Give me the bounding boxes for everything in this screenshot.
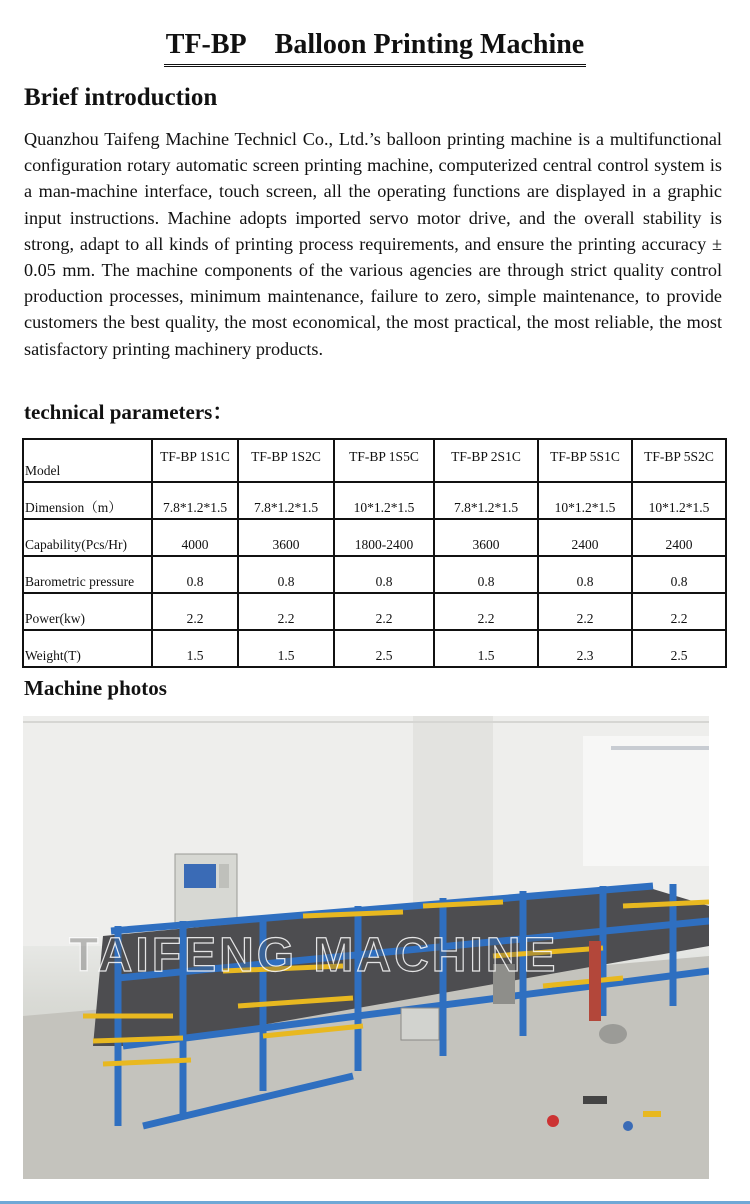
params-cell: TF-BP 5S2C (632, 439, 726, 482)
params-cell: 2.3 (538, 630, 632, 667)
params-cell: 2.2 (334, 593, 434, 630)
params-cell: 7.8*1.2*1.5 (238, 482, 334, 519)
params-cell: 1.5 (238, 630, 334, 667)
intro-paragraph: Quanzhou Taifeng Machine Technicl Co., Ltd.’s balloon printing machine is a multifunctional configuration rotary automatic screen printing machine, computerized central control system is a man-machine interface, touch screen, all the operating functions are displayed in a graphic input instructions. Machine adopts imported servo motor drive, and the overall stability is strong, adapt to all kinds of printing process requirements, and ensure the printing accuracy ± 0.05 mm. The machine components of the various agencies are through strict quality control production processes, minimum maintenance, failure to zero, simple maintenance, to provide customers the best quality, the most economical, the most practical, the most reliable, the most satisfactory printing machinery products. (24, 129, 722, 359)
params-cell: TF-BP 1S2C (238, 439, 334, 482)
params-row-label: Capability(Pcs/Hr) (23, 519, 152, 556)
params-cell: 2.2 (434, 593, 538, 630)
params-cell: 1800-2400 (334, 519, 434, 556)
title-name: Balloon Printing Machine (274, 29, 585, 60)
params-cell: 10*1.2*1.5 (632, 482, 726, 519)
params-heading: technical parameters： (24, 400, 234, 424)
params-cell: 0.8 (434, 556, 538, 593)
params-row (23, 630, 726, 667)
params-cell: 10*1.2*1.5 (538, 482, 632, 519)
document-title-text (164, 28, 586, 67)
params-row (23, 556, 726, 593)
params-cell: 1.5 (434, 630, 538, 667)
params-cell: 2.2 (538, 593, 632, 630)
params-row-label: Power(kw) (23, 593, 152, 630)
params-cell: 10*1.2*1.5 (334, 482, 434, 519)
params-cell: 3600 (434, 519, 538, 556)
params-cell: 0.8 (632, 556, 726, 593)
params-cell: 0.8 (538, 556, 632, 593)
params-row-label: Model (23, 439, 152, 482)
params-cell: 2.5 (632, 630, 726, 667)
params-row (23, 482, 726, 519)
params-cell: 2.5 (334, 630, 434, 667)
params-cell: TF-BP 1S5C (334, 439, 434, 482)
params-cell: 3600 (238, 519, 334, 556)
params-cell: TF-BP 1S1C (152, 439, 238, 482)
params-row-label: Barometric pressure (23, 556, 152, 593)
params-cell: 0.8 (152, 556, 238, 593)
params-cell: 0.8 (238, 556, 334, 593)
params-cell: TF-BP 5S1C (538, 439, 632, 482)
params-table (22, 438, 727, 668)
title-model: TF-BP (165, 29, 247, 60)
photos-heading: Machine photos (24, 676, 167, 700)
machine-photo (23, 716, 709, 1179)
params-cell: 4000 (152, 519, 238, 556)
params-row (23, 439, 726, 482)
params-row-label: Weight(T) (23, 630, 152, 667)
params-cell: 7.8*1.2*1.5 (434, 482, 538, 519)
params-row-label: Dimension（m） (23, 482, 152, 519)
params-cell: 0.8 (334, 556, 434, 593)
params-cell: 2.2 (632, 593, 726, 630)
params-cell: 2400 (632, 519, 726, 556)
params-cell: TF-BP 2S1C (434, 439, 538, 482)
params-row (23, 519, 726, 556)
document-title (0, 28, 750, 67)
params-cell: 7.8*1.2*1.5 (152, 482, 238, 519)
params-cell: 1.5 (152, 630, 238, 667)
params-cell: 2.2 (238, 593, 334, 630)
photo-watermark: TAIFENG MACHINE (69, 929, 559, 982)
params-row (23, 593, 726, 630)
params-cell: 2.2 (152, 593, 238, 630)
intro-heading: Brief introduction (24, 84, 218, 111)
params-cell: 2400 (538, 519, 632, 556)
